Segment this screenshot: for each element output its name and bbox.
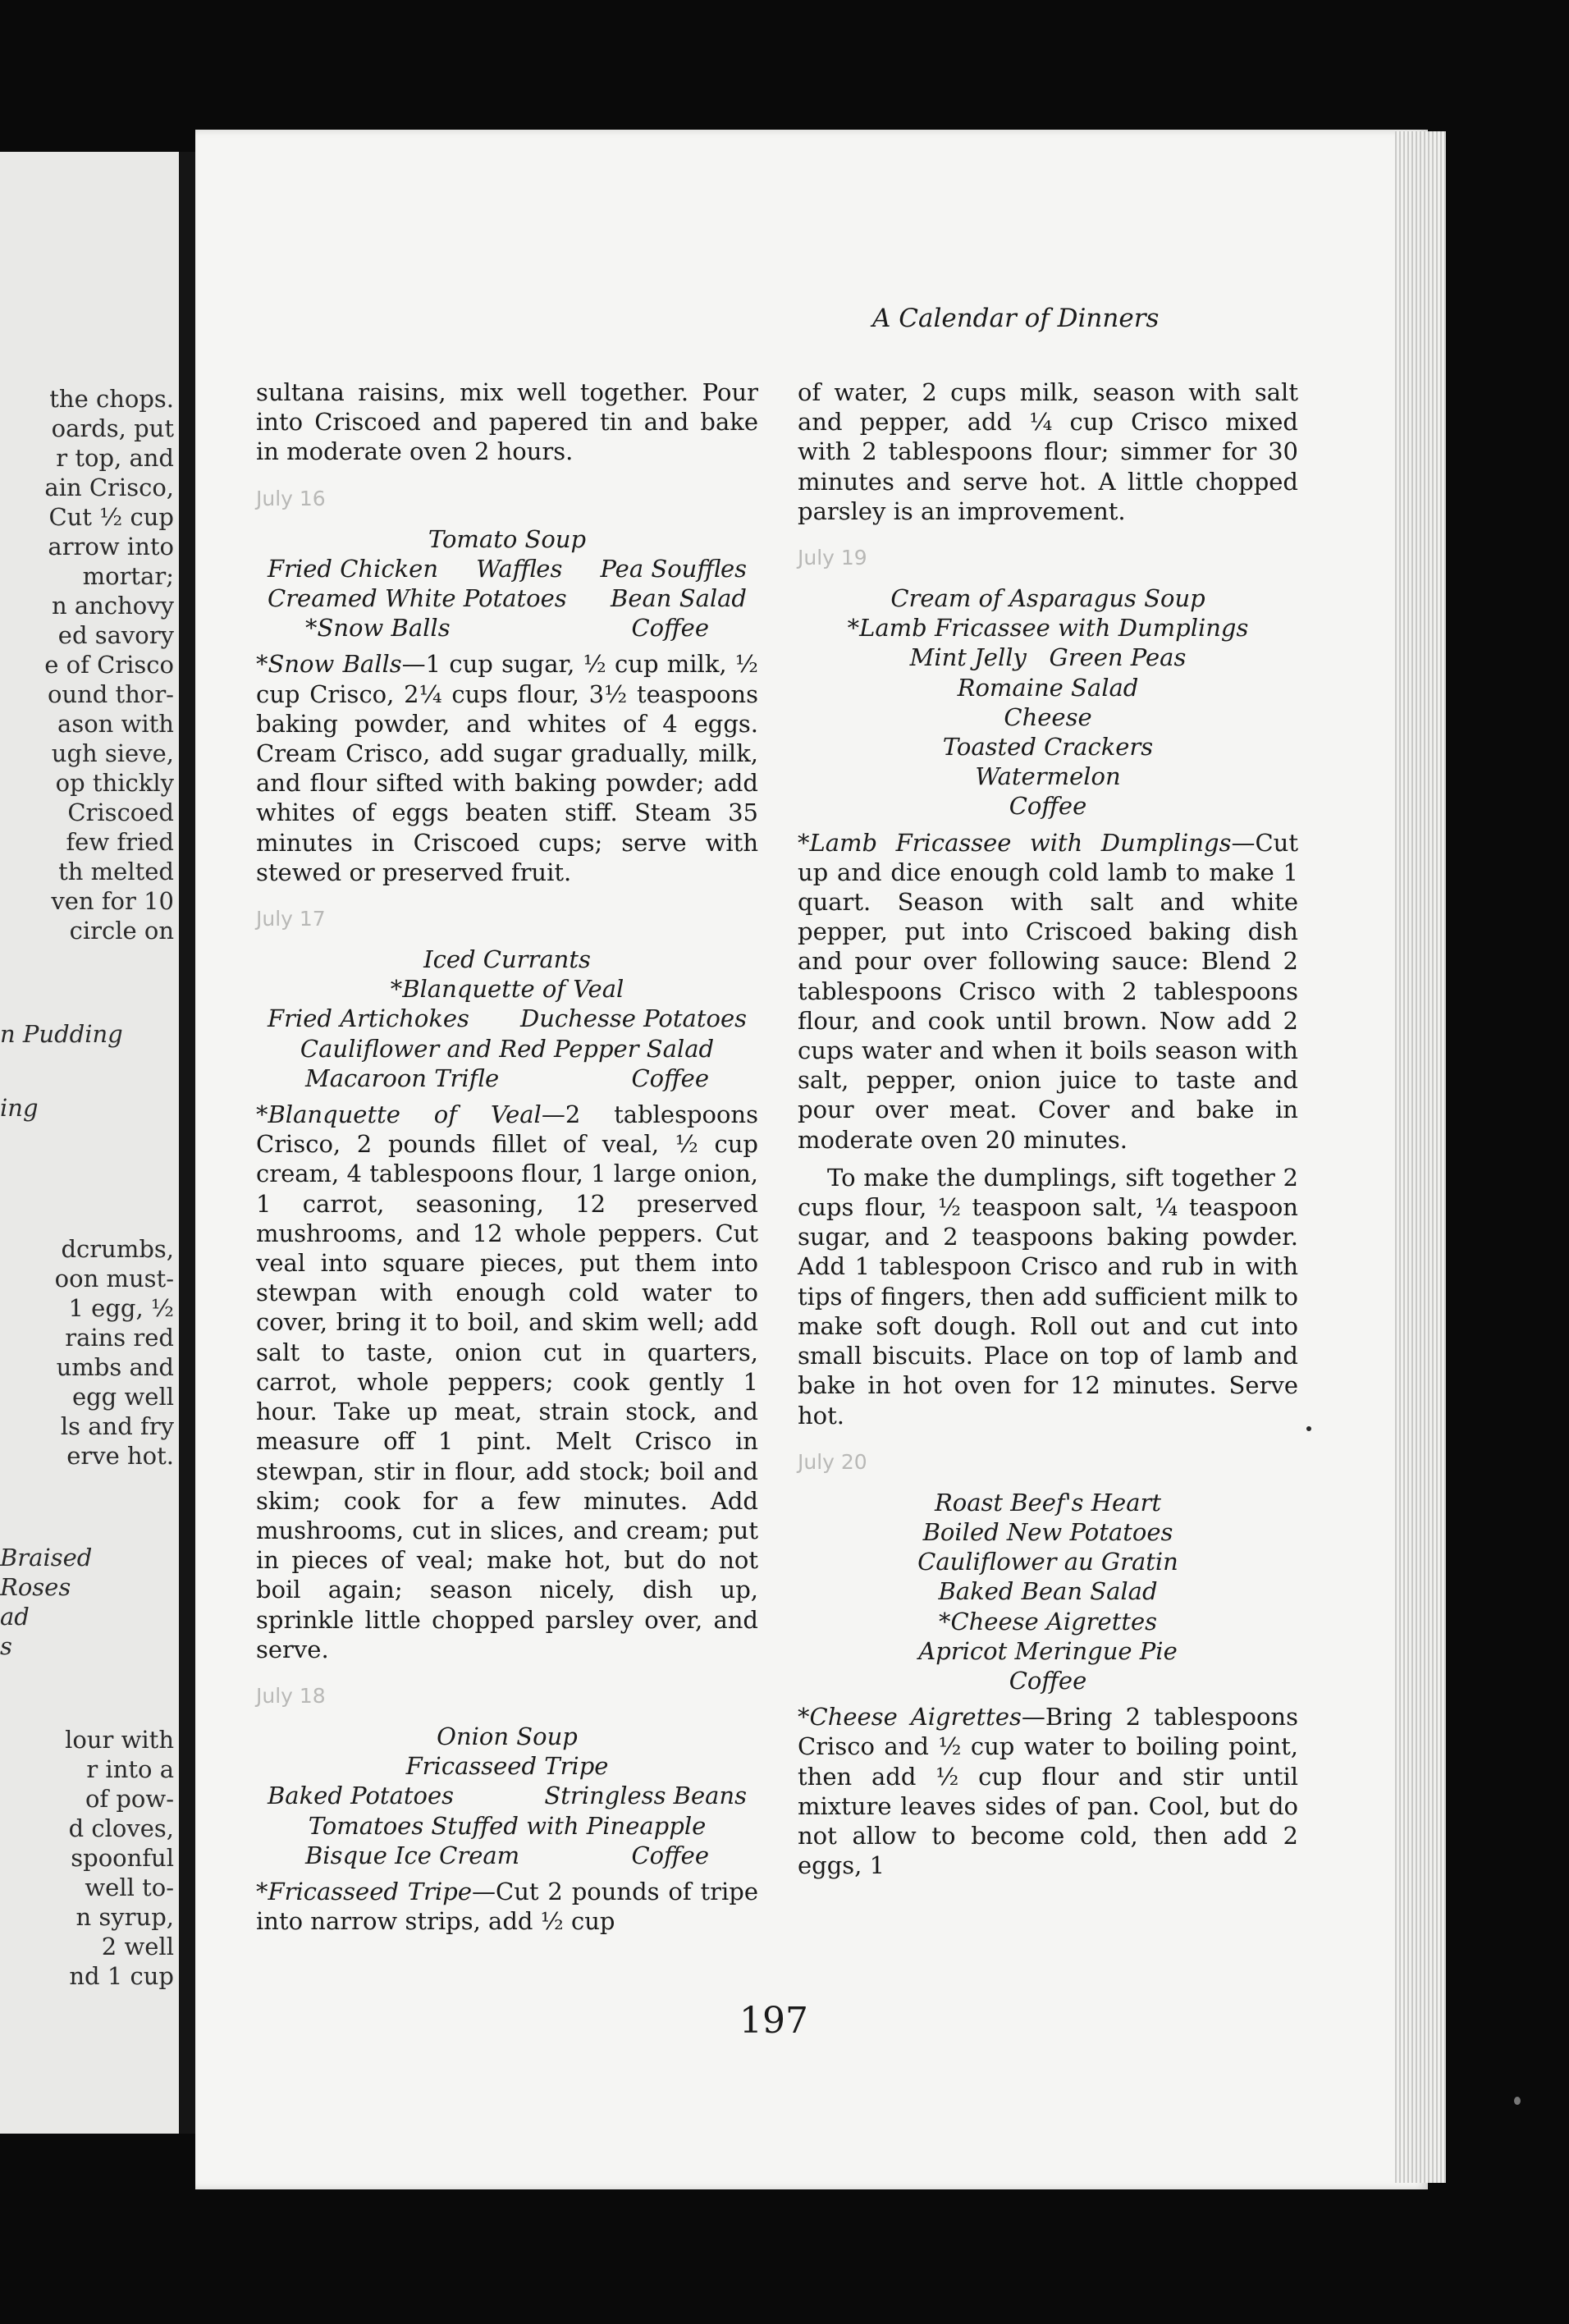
menu-item: Romaine Salad	[957, 673, 1139, 702]
left-fragment: n syrup,	[75, 1903, 174, 1931]
date-heading: July 16	[256, 486, 326, 510]
menu-item: Onion Soup	[437, 1722, 578, 1750]
left-fragment: oards, put	[51, 414, 174, 442]
left-fragment: nd 1 cup	[69, 1962, 174, 1990]
recipe-title: *Fricasseed Tripe	[256, 1877, 473, 1905]
left-fragment: lour with	[65, 1726, 174, 1754]
left-fragment: ason with	[57, 710, 174, 738]
menu-item: Stringless Beans	[544, 1782, 747, 1810]
menu-item: *Cheese Aigrettes	[938, 1607, 1158, 1635]
recipe-paragraph	[256, 1100, 758, 1664]
ink-speck	[1306, 1426, 1311, 1431]
recipe-text: —2 tablespoons Crisco, 2 pounds fillet of veal, ½ cup cream, 4 tablespoons flour, 1 large onion, 1 carrot, seasoning, 12 preserved mushrooms, and 12 whole peppers. Cut veal into square pieces, put them into stewpan with enough cold water to cover, bring it to boil, and skim well; add salt to taste, onion cut in quarters, carrot, whole peppers; cook gently 1 hour. Take up meat, strain stock, and measure off 1 pint. Melt Crisco in stewpan, stir in flour, add stock; boil and skim; cook for a few minutes. Add mushrooms, cut in slices, and cream; put in pieces of veal; make hot, but do not boil again; season nicely, dish up, sprinkle little chopped parsley over, and serve.	[256, 1100, 758, 1663]
menu-item: Roast Beef's Heart	[934, 1488, 1162, 1517]
menu-block	[798, 1488, 1298, 1695]
menu-item: Creamed White Potatoes	[268, 584, 567, 613]
menu-item: Waffles	[476, 554, 563, 583]
paragraph: of water, 2 cups milk, season with salt and pepper, add ¼ cup Crisco mixed with 2 tablespoons flour; simmer for 30 minutes and serve hot. A little chopped parsley is an improvement.	[798, 378, 1298, 525]
recipe-paragraph: To make the dumplings, sift together 2 cups flour, ½ teaspoon salt, ¼ teaspoon sugar, and 2 teaspoons baking powder. Add 1 tablespoon Crisco and rub in with tips of fingers, then add sufficient milk to make soft dough. Roll out and cut into small biscuits. Place on top of lamb and bake in hot oven for 12 minutes. Serve hot.	[798, 1163, 1298, 1430]
menu-item: Apricot Meringue Pie	[918, 1636, 1178, 1665]
menu-item: Macaroon Trifle	[305, 1064, 500, 1092]
left-fragment: n anchovy	[51, 592, 174, 620]
menu-item: Cauliflower and Red Pepper Salad	[300, 1034, 715, 1063]
left-fragment: spoonful	[71, 1844, 174, 1872]
date-heading: July 18	[256, 1683, 326, 1708]
menu-line	[256, 1781, 758, 1810]
menu-item: Tomatoes Stuffed with Pineapple	[308, 1811, 707, 1840]
menu-item: Baked Bean Salad	[938, 1577, 1158, 1606]
left-fragment: th melted	[58, 858, 174, 885]
running-head: A Calendar of Dinners	[872, 304, 1160, 333]
menu-item: Fried Chicken	[268, 554, 438, 583]
left-fragment: oon must-	[54, 1265, 174, 1292]
date-heading: July 19	[798, 546, 867, 570]
recipe-title: *Lamb Fricassee with Dumplings	[798, 828, 1232, 857]
left-fragment: 2 well	[101, 1933, 174, 1960]
recipe-paragraph	[798, 1702, 1298, 1880]
right-column	[798, 377, 1298, 1880]
menu-item: Mint Jelly Green Peas	[909, 643, 1187, 672]
left-fragment: Braised	[0, 1544, 93, 1571]
left-fragment: Roses	[0, 1573, 71, 1601]
left-column	[256, 377, 758, 1936]
left-fragment: ing	[0, 1094, 39, 1122]
menu-item: Coffee	[631, 1841, 709, 1869]
left-fragment: ugh sieve,	[51, 739, 174, 767]
left-fragment: s	[0, 1632, 12, 1660]
recipe-text: —Cut 2 pounds of tripe into narrow strips, add ½ cup	[256, 1877, 758, 1936]
left-page	[0, 152, 182, 2134]
left-fragment: well to-	[85, 1873, 174, 1901]
menu-item: Fried Artichokes	[268, 1004, 469, 1033]
menu-block	[256, 1722, 758, 1870]
left-fragment: op thickly	[55, 769, 174, 797]
left-fragment: ls and fry	[60, 1412, 174, 1440]
left-fragment: n Pudding	[0, 1020, 123, 1048]
left-fragment: ad	[0, 1603, 30, 1631]
left-fragment: ed savory	[57, 621, 174, 649]
menu-item: Coffee	[631, 1064, 709, 1092]
page-edges	[1395, 131, 1446, 2183]
menu-item: Coffee	[1009, 1666, 1087, 1695]
recipe-text: —Bring 2 tablespoons Crisco and ½ cup water to boiling point, then add ½ cup flour and stir until mixture leaves sides of pan. Cool, but do not allow to become cold, then add 2 eggs, 1	[798, 1703, 1298, 1880]
date-heading: July 17	[256, 907, 326, 931]
menu-item: Tomato Soup	[428, 524, 587, 553]
menu-block	[798, 583, 1298, 821]
menu-item: Bisque Ice Cream	[305, 1841, 520, 1869]
menu-item: Iced Currants	[423, 945, 591, 974]
left-fragment: r top, and	[56, 444, 174, 472]
recipe-paragraph	[256, 1877, 758, 1936]
menu-block	[256, 524, 758, 643]
menu-line	[256, 1064, 758, 1093]
left-fragment: d cloves,	[68, 1814, 174, 1842]
menu-item: Coffee	[631, 614, 709, 643]
ink-speck	[1514, 2097, 1521, 2105]
left-fragment: the chops.	[49, 385, 174, 413]
menu-line	[256, 613, 758, 643]
menu-item: Toasted Crackers	[942, 733, 1154, 762]
menu-item: Fricasseed Tripe	[405, 1752, 609, 1781]
menu-item: Coffee	[1009, 792, 1087, 821]
menu-line	[256, 1841, 758, 1870]
menu-line	[256, 1004, 758, 1033]
recipe-title: *Cheese Aigrettes	[798, 1703, 1022, 1732]
left-fragment: Cut ½ cup	[48, 503, 174, 531]
left-fragment: 1 egg, ½	[68, 1294, 174, 1322]
menu-item: Cheese	[1004, 702, 1092, 731]
menu-item: Boiled New Potatoes	[922, 1517, 1173, 1546]
menu-block	[256, 945, 758, 1093]
menu-item: Cauliflower au Gratin	[917, 1548, 1178, 1576]
date-heading: July 20	[798, 1449, 867, 1474]
menu-item: Duchesse Potatoes	[519, 1004, 747, 1033]
left-fragment: mortar;	[82, 562, 174, 590]
menu-item: *Snow Balls	[305, 614, 451, 643]
left-fragment: ain Crisco,	[44, 473, 174, 501]
menu-item: Bean Salad	[611, 584, 747, 613]
left-fragment: egg well	[71, 1383, 174, 1411]
recipe-paragraph	[798, 828, 1298, 1155]
left-fragment: Criscoed	[67, 798, 174, 826]
paragraph: sultana raisins, mix well together. Pour into Criscoed and papered tin and bake in moderate oven 2 hours.	[256, 378, 758, 466]
left-fragment: erve hot.	[66, 1442, 174, 1470]
left-fragment: circle on	[69, 917, 174, 945]
left-fragment: arrow into	[48, 533, 174, 560]
left-fragment: umbs and	[56, 1353, 174, 1381]
menu-item: Baked Potatoes	[268, 1782, 455, 1810]
menu-item: *Lamb Fricassee with Dumplings	[847, 614, 1249, 643]
menu-line	[256, 583, 758, 613]
left-fragment: r into a	[86, 1755, 174, 1783]
recipe-title: *Blanquette of Veal	[256, 1100, 542, 1129]
left-fragment: ound thor-	[47, 680, 174, 708]
left-fragment: few fried	[66, 828, 174, 856]
menu-line	[256, 554, 758, 583]
left-fragment: ven for 10	[51, 887, 174, 915]
menu-item: Cream of Asparagus Soup	[890, 584, 1205, 613]
page-number: 197	[739, 2000, 808, 2042]
recipe-title: *Snow Balls	[256, 650, 402, 679]
left-fragment: rains red	[65, 1324, 174, 1352]
menu-item: Watermelon	[975, 762, 1121, 791]
left-fragment: e of Crisco	[44, 651, 174, 679]
left-fragment: of pow-	[85, 1785, 174, 1813]
recipe-paragraph	[256, 649, 758, 887]
menu-item: Pea Souffles	[600, 554, 747, 583]
left-fragment: dcrumbs,	[61, 1235, 174, 1263]
recipe-text: —Cut up and dice enough cold lamb to make 1 quart. Season with salt and white pepper, put into Criscoed baking dish and pour over following sauce: Blend 2 tablespoons Crisco with 2 tablespoons flour, and cook until brown. Now add 2 cups water and when it boils season with salt, pepper, onion juice to taste and pour over meat. Cover and bake in moderate oven 20 minutes.	[798, 828, 1298, 1154]
recipe-text: —1 cup sugar, ½ cup milk, ½ cup Crisco, 2¼ cups flour, 3½ teaspoons baking powder, and whites of 4 eggs. Cream Crisco, add sugar gradually, milk, and flour sifted with baking powder; add whites of eggs beaten stiff. Steam 35 minutes in Criscoed cups; serve with stewed or preserved fruit.	[256, 650, 758, 886]
menu-item: *Blanquette of Veal	[390, 975, 624, 1004]
